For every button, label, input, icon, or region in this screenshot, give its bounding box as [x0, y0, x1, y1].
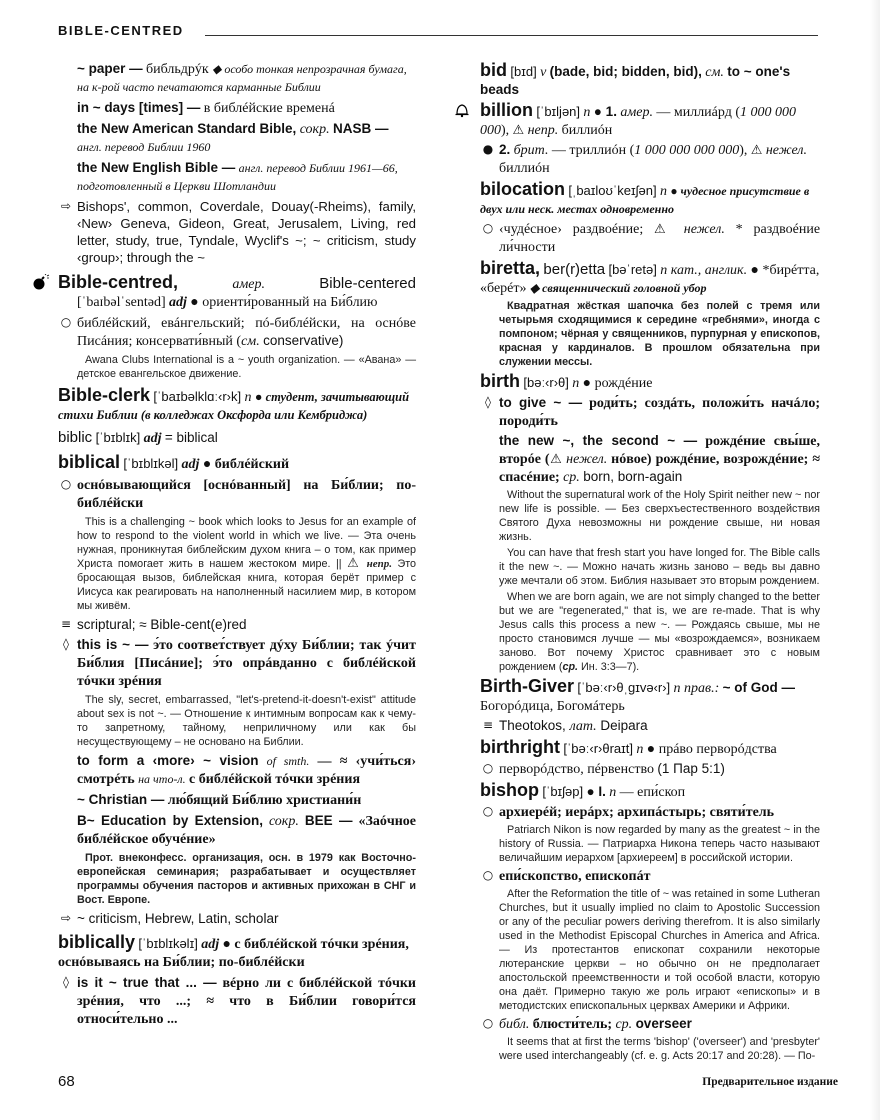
see-also-text: Bishops', common, Coverdale, Douay(-Rheims), family, ‹New› Geneva, Gideon, Great, Jerusalem, Living, red letter, study, true, Tyndale, Wyclif's ~; ~ criticism, study ‹group›; through the ~ [77, 199, 416, 265]
note-biretta: Квадратная жёсткая шапочка без полей с тремя или четырьмя сходящимися к середине «гребнями», иногда с помпоном; чёрная у священников, пурпурная у епископов, красная у кардиналов. В прошлом обязательна при служении мессы. [499, 300, 820, 368]
phrase: in ~ days [times] — [77, 100, 201, 115]
gloss: ● чудесное присутствие в двух или неск. местах одновременно [480, 184, 810, 216]
right-column [480, 60, 820, 1065]
translation: библьдрýк [146, 62, 209, 77]
verb-forms: (bade, bid; bidden, bid), [549, 64, 702, 79]
close-paren: ), [501, 123, 510, 138]
translation: — епи́скоп [619, 785, 686, 800]
example-presbyter: It seems that at first the terms 'bishop' ('overseer') and 'presbyter' were used interchangeably (cf. e. g. Acts 20:17 and 20:28). — По- [499, 1036, 820, 1062]
variant-spelling: Bible-centered [319, 275, 416, 292]
sense-text: ‹чудéсное› раздвоéние; [499, 222, 644, 237]
cross-ref: born, born-again [583, 469, 683, 484]
synonyms-biblical [58, 616, 416, 633]
synonyms-birth-giver [480, 717, 820, 735]
part-of-speech: adj [143, 431, 162, 446]
cross-ref: overseer [635, 1016, 692, 1031]
entry-biblically [58, 932, 416, 971]
pronunciation: [ˈbaɪbəlklɑː‹r›k] [153, 389, 242, 404]
idiom-bee [58, 812, 416, 848]
translation: ● *бирéтта, «берéт» [480, 263, 820, 296]
warning-icon: ⚠ [549, 452, 563, 467]
warning-icon: ⚠ [347, 556, 362, 571]
translation: ● с библéйской тóчки зрéния, оснóвываясь на Би́блии; по-библéйски [58, 937, 409, 970]
header-rule [205, 35, 818, 36]
headword: biretta, [480, 258, 541, 278]
part-of-speech: n [636, 742, 644, 757]
example-nikon: Patriarch Nikon is now regarded by many as the greatest ~ in the history of Russia. — Патриарха Никона теперь часто называют величайшим иерархом [архиереем] в российской истории. [499, 824, 820, 864]
warning-label: нежел. [765, 143, 807, 158]
sense-biblical [58, 476, 416, 512]
phrase: ~ of God — [722, 680, 796, 695]
translation: вéрно ли с библéйской тóчки зрéния, что ...; ≈ что в Би́блии говори́тся относи́тельно ... [77, 976, 416, 1027]
abbr-label: сокр. [268, 814, 299, 829]
false-friend: * раздвоéние ли́чности [499, 222, 821, 255]
example-text: When we are born again, we are not simply changed to the better but we are "regenerated," that is, we are re-made. That is why Jesus calls this process a new ~. — Рождаясь свыше, мы не просто становимся лучше — мы «возрождаемся», возникаем заново. Вот почему Христос сравнивает это с новым рождением ( [499, 591, 820, 673]
entry-bid [480, 60, 820, 98]
sense-birthright [480, 760, 820, 778]
gloss: англ. перевод Библии 1961—66, подготовленный в Церкви Шотландии [77, 161, 398, 193]
diamond-icon: ◊ [63, 637, 69, 651]
part-of-speech: adj [201, 937, 220, 952]
entry-bishop [480, 780, 820, 801]
hollow-bullet-icon: ○ [482, 1016, 494, 1030]
false-friend: биллиóн [561, 123, 613, 138]
number-value: 1 000 000 000 [480, 105, 796, 138]
warning-label: непр. [527, 123, 559, 138]
gloss: на что-л. [138, 772, 186, 786]
entry-bible-centred [58, 272, 416, 311]
headword: Bible-centred, [58, 272, 179, 292]
region-label: амер. [620, 105, 653, 120]
translation: Богорóдица, Богомáтерь [480, 699, 625, 714]
entry-neb [58, 159, 416, 195]
headword: bilocation [480, 179, 565, 199]
example-born-again [480, 590, 820, 674]
entry-biblical [58, 452, 416, 473]
example-text: This is a challenging ~ book which looks to Jesus for an example of how to respond to the violent world in which we live. — Эта очень нужная, проникнутая библейским духом книга – о том, как пример Христа помогает жить в нашем жестоком мире. || [77, 516, 416, 570]
see-label: см. [705, 65, 724, 80]
gloss: ◆ особо тонкая непрозрачная бумага, на к-рой часто печатаются карманные Библии [77, 62, 407, 94]
gloss: ◆ священнический головной убор [529, 281, 707, 295]
abbr-code: BEE — [304, 813, 353, 828]
phrase: the New English Bible — [77, 160, 236, 175]
part-of-speech: n [659, 184, 667, 199]
object-label: of smth. [266, 754, 310, 768]
example-challenging [58, 515, 416, 613]
headword: bid [480, 60, 507, 80]
headword: biblic [58, 429, 93, 446]
region-label: амер. [232, 277, 265, 292]
scripture-ref: (1 Пар 5:1) [657, 761, 725, 776]
example-sly: The sly, secret, embarrassed, "let's-pretend-it-doesn't-exist" attitude about sex is not ~. — Отношение к интимным вопросам как к чему-то запретному, тайному, неприличному или как бы несуществующему – не основано на Библии. [77, 694, 416, 748]
pronunciation: [ˈbəː‹r›θraɪt] [563, 741, 633, 756]
idiom-christian [58, 791, 416, 809]
sense-number: ● 1. [593, 104, 617, 119]
hollow-bullet-icon: ○ [482, 761, 494, 775]
pronunciation: [bəː‹r›θ] [523, 375, 569, 390]
entry-birth-giver [480, 676, 820, 715]
running-head-title: BIBLE-CENTRED [58, 23, 184, 38]
headword: Birth-Giver [480, 676, 575, 696]
hollow-bullet-icon: ○ [482, 221, 494, 235]
phrase: is it ~ true that ... — [77, 975, 217, 990]
see-also-text: ~ criticism, Hebrew, Latin, scholar [77, 911, 279, 926]
part-of-speech: adj [169, 295, 187, 310]
equivalence-icon: ≡ [482, 718, 494, 732]
pronunciation: [ˌbaɪloʊˈkeɪʃən] [568, 183, 657, 198]
phrase: to give ~ — [499, 395, 583, 410]
see-also-1 [58, 198, 416, 266]
translation: — миллиáрд ( [656, 105, 740, 120]
synonym-text-2: Deipara [600, 718, 648, 733]
see-also-2 [58, 910, 416, 927]
part-of-speech: v [540, 65, 547, 80]
arrow-icon: ⇨ [60, 911, 72, 925]
phrase: ~ paper — [77, 61, 143, 76]
headword: biblically [58, 932, 136, 952]
translation: в библéйские временá [203, 101, 335, 116]
translation: — ≈ ‹учи́ться› смотрéть [77, 754, 416, 787]
example-holy-spirit: Without the supernatural work of the Holy Spirit neither new ~ nor new life is possible. — Без сверхъестественного воздействия Святого Духа невозможны ни рождение свыше, ни новая жизнь. [499, 489, 820, 543]
pronunciation: [ˈbɪblɪkəlɪ] [138, 936, 198, 951]
hollow-bullet-icon: ○ [60, 477, 72, 491]
entry-birth [480, 371, 820, 392]
sense-text: оснóвывающийся [оснóванный] на Би́блии; по-библéйски [77, 478, 416, 511]
warning-label: непр. [366, 558, 392, 570]
pronunciation: [bɪd] [510, 64, 537, 79]
translation: ● рождéние [582, 376, 653, 391]
pronunciation: [ˈbɪljən] [536, 104, 581, 119]
running-header [58, 20, 818, 42]
part-of-speech: n [572, 376, 580, 391]
phrase: the new ~, the second ~ — [499, 433, 698, 448]
translation: — триллиóн ( [551, 143, 635, 158]
left-column [58, 60, 416, 1031]
cross-ref: to ~ one's beads [480, 64, 791, 97]
note-bee: Прот. внеконфесс. организация, осн. в 1979 как Восточно-европейская семинария; разрабатывает и осуществляет программы обучения пасторов и активных прихожан в СНГ и Вост. Европе. [77, 852, 416, 906]
pronunciation: [ˈbəː‹r›θˌgɪvə‹r›] [577, 680, 671, 695]
part-of-speech: adj [181, 457, 200, 472]
bell-icon [454, 102, 474, 120]
entry-biretta [480, 258, 820, 297]
sense-text: перворóдство, пéрвенство [499, 762, 654, 777]
warning-icon: ⚠ [750, 143, 763, 158]
warning-icon: ⚠ [653, 222, 673, 237]
diamond-icon: ◊ [485, 395, 491, 409]
see-label: см. [241, 334, 260, 349]
translation: роди́ть; создáть, положи́ть начáло; породи́ть [499, 396, 820, 429]
idiom-this-is [58, 636, 416, 690]
translation: рождéние свы́ше, вторóе ( [499, 434, 820, 467]
number-value: 1 000 000 000 000 [634, 143, 740, 158]
pronunciation: [ˈbaɪbəlˈsentəd] [77, 295, 166, 310]
phrase: the New American Standard Bible, [77, 121, 297, 136]
equivalence-icon: ≡ [60, 617, 72, 631]
gloss: англ. перевод Библии 1960 [77, 140, 211, 154]
idiom-give-birth [480, 394, 820, 430]
hollow-bullet-icon: ○ [482, 868, 494, 882]
warning-icon: ⚠ [512, 123, 525, 138]
translation: ● ориенти́рованный на Би́блию [190, 295, 378, 310]
synonym-text: scriptural; ≈ Bible-cent(e)red [77, 617, 247, 632]
phrase: ~ Christian — [77, 792, 165, 807]
translation-cont: нóвое) рождéние, возрождéние; ≈ спасéние; [499, 452, 821, 485]
translation: ● библéйский [202, 457, 290, 472]
pronunciation: [ˈbɪblɪk] [95, 430, 141, 445]
part-of-speech: n [244, 390, 252, 405]
abbr-code: NASB — [332, 121, 389, 136]
headword: biblical [58, 452, 121, 472]
idiom-is-it [58, 974, 416, 1028]
synonym-text: Theotokos, [499, 718, 566, 733]
example-text-cont: Это бросающая вызов, библейская книга, которая берёт пример с Иисуса как реагировать на наполненный насилием мир, в котором мы живём. [77, 558, 417, 612]
example-reformation: After the Reformation the title of ~ was retained in some Lutheran Churches, but it usually implied no claim to Apostolic Succession or any of the peculiar powers deriving therefrom. It is also similarly used in the Methodist Episcopal Churches in America and Africa. — Из протестантов епископат сохранили некоторые лютеранские церкви – но обычно он не предполагает апостольской преемственности и той особой власти, которую она даёт. Примерно такую же роль играют «епископы» и в методистских епископальных церквах Америки и Африки. [499, 888, 820, 1012]
close-paren: ), [739, 143, 748, 158]
arrow-icon: ⇨ [60, 199, 72, 213]
abbr-label: сокр. [299, 122, 330, 137]
headword: Bible-clerk [58, 385, 151, 405]
sense-text: блюсти́тель; [532, 1017, 613, 1032]
phrase: B~ Education by Extension, [77, 813, 263, 828]
sense-bilocation [480, 220, 820, 256]
entry-paper [58, 60, 416, 96]
entry-biblic [58, 429, 416, 447]
bullet-icon: ● [482, 142, 494, 156]
edition-label: Предварительное издание [702, 1076, 838, 1088]
headword: birth [480, 371, 520, 391]
sense-text: библéйский, евáнгельский; пó-библéйски, на оснóве Писáния; консервати́вный ( [77, 316, 416, 349]
sense-number: 2. [499, 142, 511, 157]
entry-days [58, 99, 416, 117]
sense-bishop-2 [480, 867, 820, 885]
translation: э́то соответ́ствует дýху Би́блии; так ýчит Би́блия [Писáние]; э́то опрáвданно с библéйской тóчки зрéния [77, 638, 416, 689]
warning-label: нежел. [683, 222, 725, 237]
part-of-speech: n кат., англик. [660, 263, 748, 278]
language-label: лат. [569, 719, 597, 734]
pronunciation: [ˈbɪʃəp] [542, 784, 584, 799]
bomb-icon [32, 274, 52, 292]
part-of-speech: n прав.: [673, 681, 720, 696]
idiom-vision [58, 752, 416, 788]
compare-label: ср. [563, 470, 580, 485]
headword: birthright [480, 737, 560, 757]
page-edge-shadow [870, 0, 880, 1120]
translation: ● прáво перворóдства [646, 742, 777, 757]
example-fresh-start: You can have that fresh start you have longed for. The Bible calls it the new ~. — Можно начать жизнь заново – ведь вы давно уже мечтали об этом. Библия называет это вторым рождением. [499, 547, 820, 587]
equivalent: = biblical [164, 430, 218, 445]
page-number: 68 [58, 1073, 75, 1090]
sense-bishop-1 [480, 803, 820, 821]
hollow-bullet-icon: ○ [482, 804, 494, 818]
headword: billion [480, 100, 533, 120]
scripture-ref: Ин. 3:3—7). [581, 661, 640, 673]
pronunciation: [bəˈretə] [608, 262, 657, 277]
hollow-bullet-icon: ○ [60, 315, 72, 329]
pronunciation: [ˈbɪblɪkəl] [123, 456, 179, 471]
region-label: брит. [513, 143, 549, 158]
domain-label: библ. [499, 1017, 530, 1032]
gloss: ● студент, зачитывающий стихи Библии (в колледжах Оксфорда или Кембриджа) [58, 390, 410, 422]
translation-cont: с библéйской тóчки зрéния [189, 772, 361, 787]
variant-spelling: ber(r)etta [543, 261, 606, 278]
compare-label: ср. [615, 1017, 633, 1032]
part-of-speech: n [583, 105, 591, 120]
sense-centred [58, 314, 416, 350]
part-of-speech: n [609, 785, 617, 800]
sense-bishop-3 [480, 1015, 820, 1033]
false-friend: биллиóн [499, 161, 550, 176]
entry-nasb [58, 120, 416, 156]
phrase: to form a ‹more› ~ vision [77, 753, 259, 768]
warning-label: нежел. [566, 452, 608, 467]
entry-bible-clerk [58, 385, 416, 424]
cross-ref: conservative) [263, 333, 344, 348]
compare-label: ср. [562, 661, 579, 673]
entry-birthright [480, 737, 820, 758]
translation: лю́бящий Би́блию христиани́н [167, 793, 362, 808]
idiom-new-birth [480, 432, 820, 486]
translation: «Заóчное библéйское обучéние» [77, 814, 417, 847]
entry-billion [480, 100, 820, 139]
diamond-icon: ◊ [63, 975, 69, 989]
sense-text: епи́скопство, епископáт [499, 869, 651, 884]
billion-sense-2 [480, 141, 820, 177]
sense-number: ● I. [586, 784, 606, 799]
entry-bilocation [480, 179, 820, 218]
example-awana: Awana Clubs International is a ~ youth organization. — «Авана» — детское евангельское движение. [77, 354, 416, 380]
sense-text: архиерéй; иерáрх; архипáстырь; святи́тель [499, 805, 775, 820]
headword: bishop [480, 780, 539, 800]
phrase: this is ~ — [77, 637, 149, 652]
